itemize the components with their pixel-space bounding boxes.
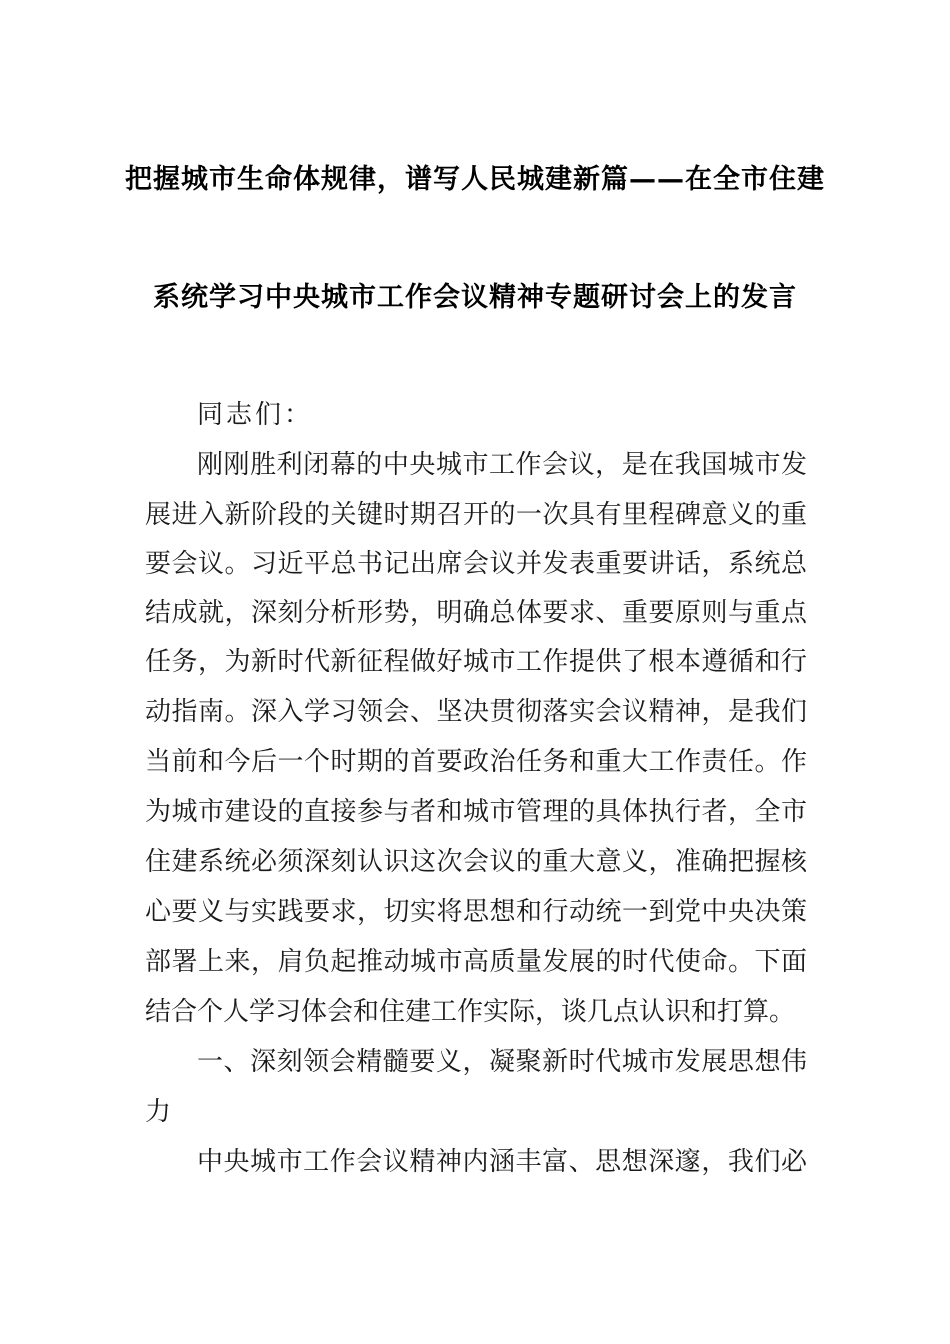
section-heading-line: 力 <box>145 1097 172 1127</box>
document-title-line-2: 系统学习中央城市工作会议精神专题研讨会上的发言 <box>153 282 797 313</box>
paragraph-line: 心要义与实践要求，切实将思想和行动统一到党中央决策 <box>145 897 807 927</box>
paragraph-line: 动指南。深入学习领会、坚决贯彻落实会议精神，是我们 <box>145 697 807 727</box>
paragraph-line: 任务，为新时代新征程做好城市工作提供了根本遵循和行 <box>145 647 807 677</box>
paragraph-line: 刚刚胜利闭幕的中央城市工作会议，是在我国城市发 <box>197 450 807 480</box>
paragraph-line: 结合个人学习体会和住建工作实际，谈几点认识和打算。 <box>145 997 796 1027</box>
salutation: 同志们： <box>197 400 314 430</box>
paragraph-line: 部署上来，肩负起推动城市高质量发展的时代使命。下面 <box>145 947 807 977</box>
paragraph-line: 中央城市工作会议精神内涵丰富、思想深邃，我们必 <box>197 1147 807 1177</box>
paragraph-line: 展进入新阶段的关键时期召开的一次具有里程碑意义的重 <box>145 500 807 530</box>
paragraph-line: 结成就，深刻分析形势，明确总体要求、重要原则与重点 <box>145 598 807 628</box>
paragraph-line: 要会议。习近平总书记出席会议并发表重要讲话，系统总 <box>145 549 807 579</box>
section-heading-line: 一、深刻领会精髓要义，凝聚新时代城市发展思想伟 <box>197 1047 807 1077</box>
paragraph-line: 住建系统必须深刻认识这次会议的重大意义，准确把握核 <box>145 847 807 877</box>
paragraph-line: 当前和今后一个时期的首要政治任务和重大工作责任。作 <box>145 747 807 777</box>
paragraph-line: 为城市建设的直接参与者和城市管理的具体执行者，全市 <box>145 797 807 827</box>
document-title-line-1: 把握城市生命体规律，谱写人民城建新篇——在全市住建 <box>125 164 825 195</box>
